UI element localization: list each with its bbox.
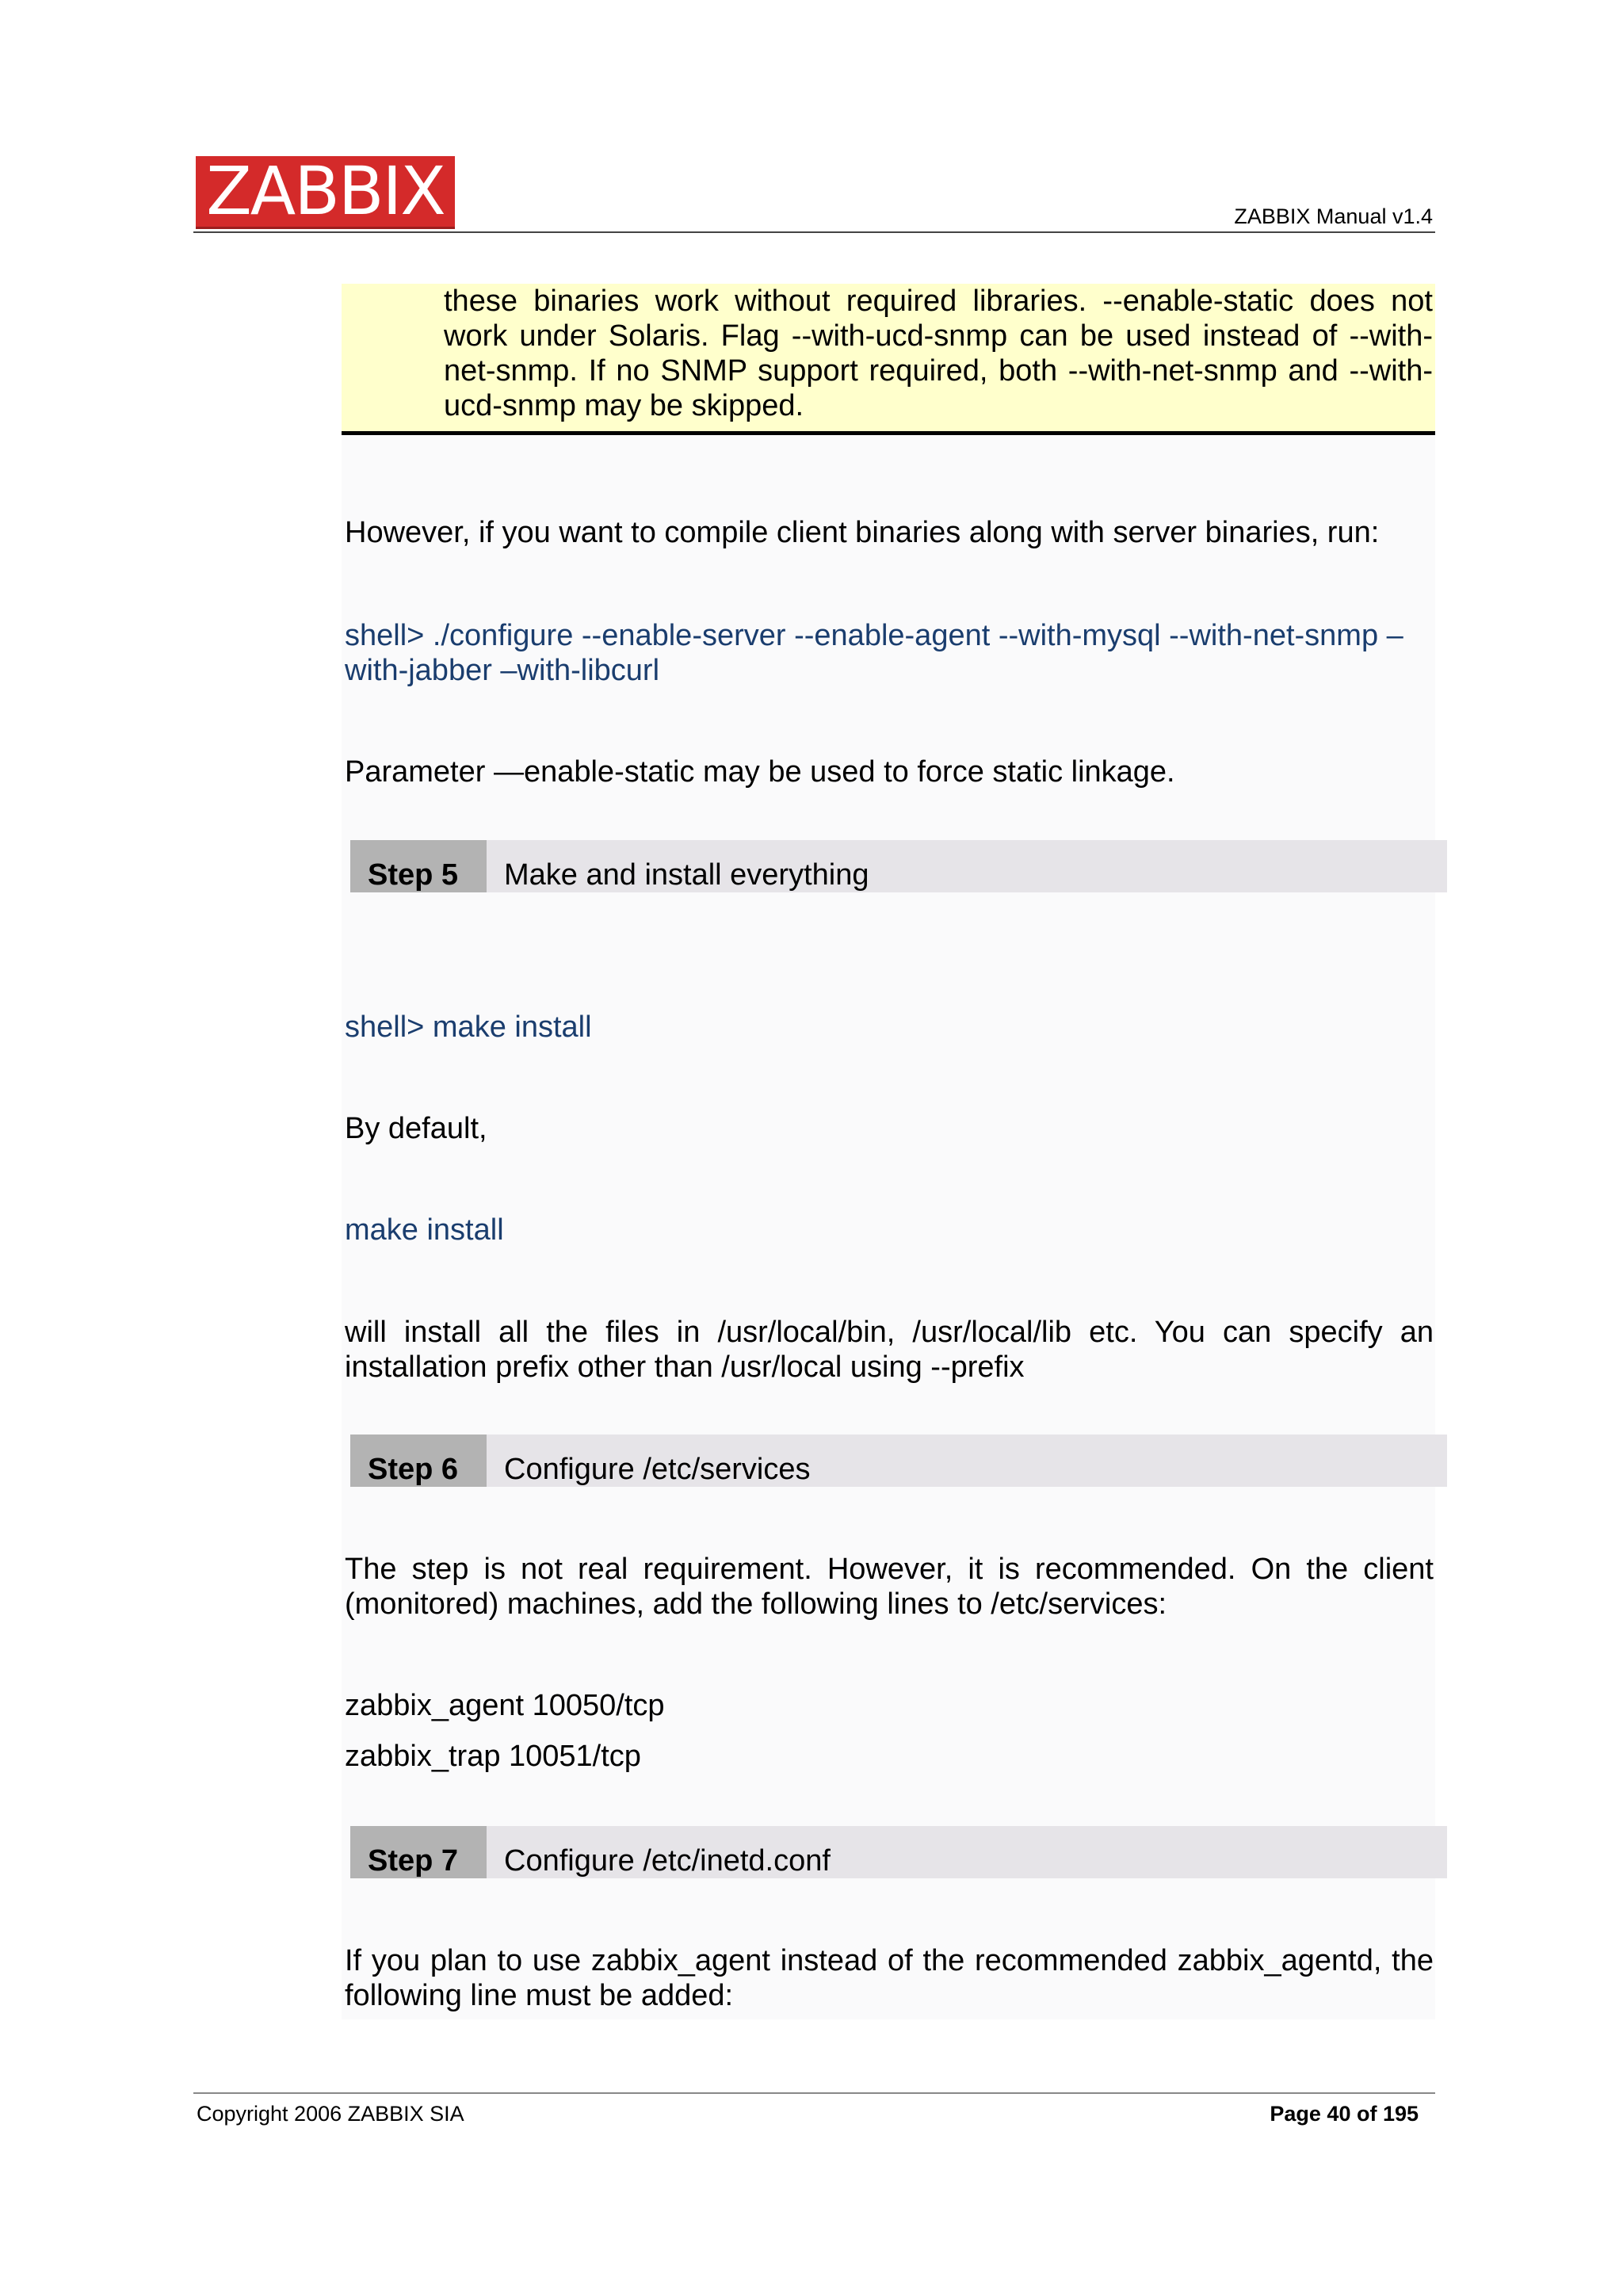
step-5-header [350,840,1447,892]
services-line-agent: zabbix_agent 10050/tcp [345,1689,665,1722]
paragraph-static-linkage: Parameter —enable-static may be used to force static linkage. [345,755,1175,789]
code-make-install: shell> make install [345,1010,592,1044]
footer-divider [193,2092,1435,2094]
zabbix-logo: ZABBIX [196,156,455,229]
code-configure-command: shell> ./configure --enable-server --enable-agent --with-mysql --with-net-snmp –with-jabber –with-libcurl [345,619,1403,687]
step-7-title: Configure /etc/inetd.conf [504,1844,831,1878]
note-text: these binaries work without required libraries. --enable-static does not work under Solaris. Flag --with-ucd-snmp can be used instead of --with-net-snmp. If no SNMP support required, both --with-net-snmp and --with-ucd-snmp may be skipped. [444,285,1433,422]
header-divider [193,231,1435,233]
step-5-title: Make and install everything [504,858,869,892]
paragraph-inetd: If you plan to use zabbix_agent instead of the recommended zabbix_agentd, the following line must be added: [345,1944,1434,2012]
step-6-title: Configure /etc/services [504,1453,811,1486]
footer-page-number: Page 40 of 195 [1270,2102,1419,2126]
step-5-number: Step 5 [350,840,487,892]
paragraph-services-requirement: The step is not real requirement. However, it is recommended. On the client (monitored) machines, add the following lines to /etc/services: [345,1553,1434,1621]
step-7-number: Step 7 [350,1826,487,1878]
manual-title: ZABBIX Manual v1.4 [1234,204,1433,228]
paragraph-by-default: By default, [345,1112,487,1145]
paragraph-install-prefix: will install all the files in /usr/local/bin, /usr/local/lib etc. You can specify an installation prefix other than /usr/local using --prefix [345,1316,1434,1384]
services-line-trap: zabbix_trap 10051/tcp [345,1740,641,1773]
step-6-header [350,1435,1447,1487]
paragraph-compile-client: However, if you want to compile client binaries along with server binaries, run: [345,516,1380,549]
footer-copyright: Copyright 2006 ZABBIX SIA [197,2102,464,2126]
step-6-number: Step 6 [350,1435,487,1487]
code-make-install-inline: make install [345,1213,504,1247]
step-7-header [350,1826,1447,1878]
